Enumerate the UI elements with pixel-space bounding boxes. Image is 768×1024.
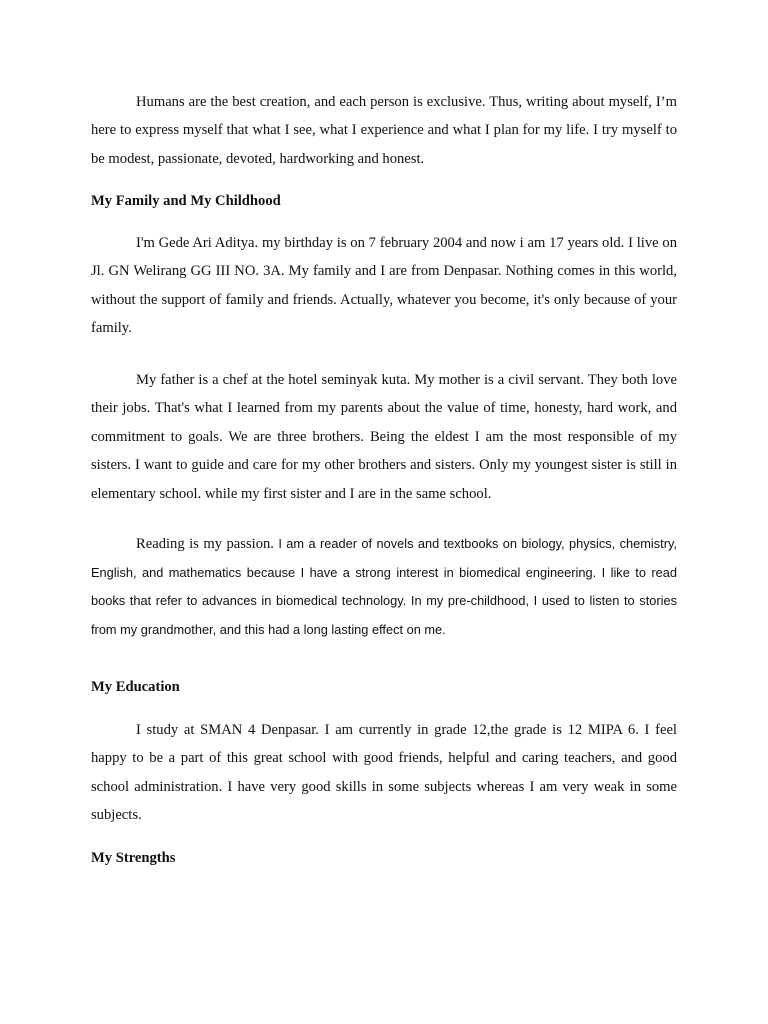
- reading-lead-sentence: Reading is my passion.: [136, 536, 274, 552]
- reading-rest-text: I am a reader of novels and textbooks on biology, physics, chemistry, English, and mathematics because I have a strong interest in biomedical engineering. I like to read books that refer to advances in biomedical technology. In my pre-childhood, I used to listen to stories from my grandmother, and this had a long lasting effect on me.: [91, 536, 677, 637]
- family-paragraph-1: I'm Gede Ari Aditya. my birthday is on 7 february 2004 and now i am 17 years old. I live on Jl. GN Welirang GG III NO. 3A. My family and I are from Denpasar. Nothing comes in this world, without the support of family and friends. Actually, whatever you become, it's only because of your family.: [91, 235, 677, 337]
- section-heading-education: My Education: [91, 679, 180, 695]
- section-heading-family: My Family and My Childhood: [91, 193, 281, 209]
- family-paragraph-2: My father is a chef at the hotel seminyak kuta. My mother is a civil servant. They both love their jobs. That's what I learned from my parents about the value of time, honesty, hard work, and commitment to goals. We are three brothers. Being the eldest I am the most responsible of my sisters. I want to guide and care for my other brothers and sisters. Only my youngest sister is still in elementary school. while my first sister and I are in the same school.: [91, 372, 677, 502]
- intro-paragraph: Humans are the best creation, and each person is exclusive. Thus, writing about myself, I’m here to express myself that what I see, what I experience and what I plan for my life. I try myself to be modest, passionate, devoted, hardworking and honest.: [91, 94, 677, 167]
- reading-paragraph: [91, 530, 677, 644]
- education-paragraph: I study at SMAN 4 Denpasar. I am currently in grade 12,the grade is 12 MIPA 6. I feel happy to be a part of this great school with good friends, helpful and caring teachers, and good school administration. I have very good skills in some subjects whereas I am very weak in some subjects.: [91, 722, 677, 824]
- section-heading-strengths: My Strengths: [91, 850, 176, 866]
